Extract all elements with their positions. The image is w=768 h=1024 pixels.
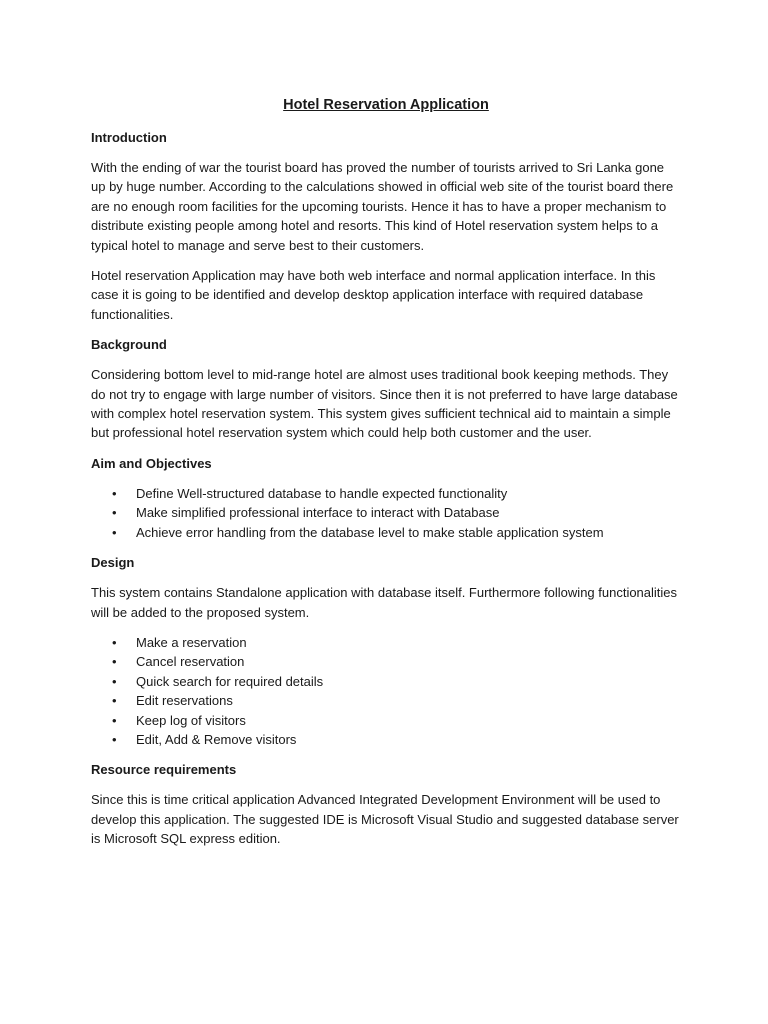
document-page	[91, 96, 681, 860]
list-item	[91, 672, 681, 691]
list-item	[91, 523, 681, 542]
list-item	[91, 633, 681, 652]
list-item-text: Keep log of visitors	[136, 712, 246, 728]
list-item-text: Edit reservations	[136, 693, 233, 709]
list-item	[91, 730, 681, 749]
aims-list	[91, 484, 681, 542]
bullet-icon: •	[112, 712, 117, 728]
resources-paragraph: Since this is time critical application Advanced Integrated Development Environment will be used to develop this application. The suggested IDE is Microsoft Visual Studio and suggested database server is Microsoft SQL express edition.	[91, 792, 679, 847]
bullet-icon: •	[112, 673, 117, 689]
list-item-text: Make a reservation	[136, 634, 247, 650]
list-item-text: Cancel reservation	[136, 654, 245, 670]
list-item	[91, 711, 681, 730]
bullet-icon: •	[112, 485, 117, 501]
heading-introduction: Introduction	[91, 130, 167, 145]
list-item-text: Make simplified professional interface to interact with Database	[136, 505, 500, 521]
list-item	[91, 503, 681, 522]
bullet-icon: •	[112, 634, 117, 650]
design-paragraph: This system contains Standalone application with database itself. Furthermore following functionalities will be added to the proposed system.	[91, 585, 678, 620]
bullet-icon: •	[112, 505, 117, 521]
list-item	[91, 691, 681, 710]
document-title: Hotel Reservation Application	[283, 97, 489, 113]
list-item-text: Achieve error handling from the database level to make stable application system	[136, 524, 604, 540]
list-item-text: Define Well-structured database to handle expected functionality	[136, 485, 508, 501]
list-item	[91, 652, 681, 671]
list-item-text: Edit, Add & Remove visitors	[136, 731, 297, 747]
introduction-paragraph-2: Hotel reservation Application may have both web interface and normal application interface. In this case it is going to be identified and develop desktop application interface with required database functionalities.	[91, 268, 656, 322]
heading-aim-objectives: Aim and Objectives	[91, 455, 212, 471]
bullet-icon: •	[112, 693, 117, 709]
introduction-paragraph-1: With the ending of war the tourist board has proved the number of tourists arrived to Sri Lanka gone up by huge number. According to the calculations showed in official web site of the tourist board there are no enough room facilities for the upcoming tourists. Hence it has to have a proper mechanism to distribute existing people among hotel and resorts. This kind of Hotel reservation system helps to a typical hotel to manage and serve best to their customers.	[91, 160, 674, 253]
heading-resource-requirements: Resource requirements	[91, 762, 237, 778]
bullet-icon: •	[112, 524, 117, 540]
bullet-icon: •	[112, 731, 117, 747]
heading-background: Background	[91, 337, 167, 353]
heading-design: Design	[91, 555, 135, 571]
list-item	[91, 484, 681, 503]
list-item-text: Quick search for required details	[136, 673, 324, 689]
bullet-icon: •	[112, 654, 117, 670]
background-paragraph: Considering bottom level to mid-range hotel are almost uses traditional book keeping methods. They do not try to engage with large number of visitors. Since then it is not preferred to have large database with complex hotel reservation system. This system gives sufficient technical aid to maintain a simple but professional hotel reservation system which could help both customer and the user.	[91, 367, 678, 441]
design-functionality-list	[91, 633, 681, 749]
